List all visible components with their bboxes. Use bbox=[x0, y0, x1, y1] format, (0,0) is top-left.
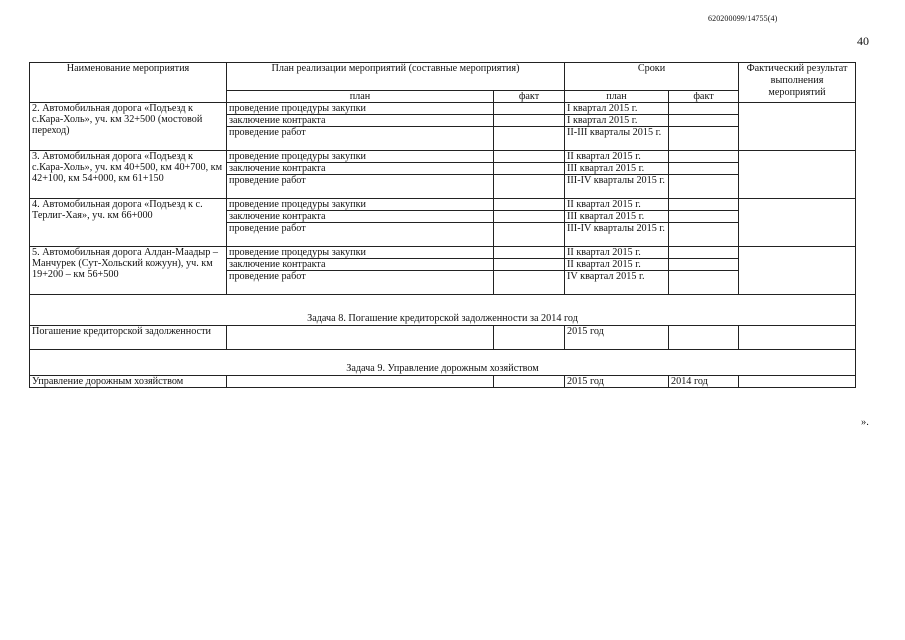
measure-name: Погашение кредиторской задолженности bbox=[30, 326, 227, 350]
plan-cell: проведение процедуры закупки bbox=[227, 103, 494, 115]
fact-cell bbox=[494, 103, 565, 115]
plan-cell: заключение контракта bbox=[227, 211, 494, 223]
term-fact-cell bbox=[669, 247, 739, 259]
table-row bbox=[30, 151, 856, 163]
fact-cell bbox=[494, 247, 565, 259]
plan-cell: проведение работ bbox=[227, 223, 494, 247]
document-number: 620200099/14755(4) bbox=[708, 14, 778, 23]
fact-cell bbox=[494, 151, 565, 163]
plan-cell: проведение работ bbox=[227, 271, 494, 295]
closing-quote-mark: ». bbox=[861, 417, 869, 428]
plan-cell bbox=[227, 376, 494, 388]
term-plan-cell: III-IV кварталы 2015 г. bbox=[565, 175, 669, 199]
fact-cell bbox=[494, 175, 565, 199]
term-fact-cell bbox=[669, 259, 739, 271]
plan-cell: заключение контракта bbox=[227, 259, 494, 271]
subheader-fact: факт bbox=[494, 91, 565, 103]
term-plan-cell: II квартал 2015 г. bbox=[565, 259, 669, 271]
term-fact-cell bbox=[669, 115, 739, 127]
subheader-plan: план bbox=[227, 91, 494, 103]
term-plan-cell: III квартал 2015 г. bbox=[565, 163, 669, 175]
term-plan-cell: II квартал 2015 г. bbox=[565, 247, 669, 259]
table-row bbox=[30, 199, 856, 211]
term-fact-cell bbox=[669, 151, 739, 163]
term-plan-cell: II квартал 2015 г. bbox=[565, 199, 669, 211]
fact-cell bbox=[494, 271, 565, 295]
fact-cell bbox=[494, 199, 565, 211]
result-cell bbox=[739, 376, 856, 388]
table-row bbox=[30, 326, 856, 350]
task-9-title: Задача 9. Управление дорожным хозяйством bbox=[30, 350, 856, 376]
term-fact-cell bbox=[669, 103, 739, 115]
result-cell bbox=[739, 103, 856, 151]
measure-name: 5. Автомобильная дорога Алдан-Маадыр – Манчурек (Сут-Хольский кожуун), уч. км 19+200 – км 56+500 bbox=[30, 247, 227, 295]
term-fact-cell bbox=[669, 175, 739, 199]
result-cell bbox=[739, 326, 856, 350]
term-fact-cell bbox=[669, 326, 739, 350]
plan-cell: проведение работ bbox=[227, 127, 494, 151]
header-plan-impl: План реализации мероприятий (составные мероприятия) bbox=[227, 63, 565, 91]
task-heading-row bbox=[30, 295, 856, 326]
term-fact-cell bbox=[669, 211, 739, 223]
fact-cell bbox=[494, 326, 565, 350]
subheader-term-plan: план bbox=[565, 91, 669, 103]
fact-cell bbox=[494, 376, 565, 388]
task-8-title: Задача 8. Погашение кредиторской задолженности за 2014 год bbox=[30, 295, 856, 326]
fact-cell bbox=[494, 127, 565, 151]
term-plan-cell: III-IV кварталы 2015 г. bbox=[565, 223, 669, 247]
result-cell bbox=[739, 199, 856, 247]
term-plan-cell: I квартал 2015 г. bbox=[565, 115, 669, 127]
task-heading-row bbox=[30, 350, 856, 376]
table-row bbox=[30, 376, 856, 388]
plan-cell: заключение контракта bbox=[227, 163, 494, 175]
fact-cell bbox=[494, 163, 565, 175]
term-plan-cell: 2015 год bbox=[565, 326, 669, 350]
term-plan-cell: II квартал 2015 г. bbox=[565, 151, 669, 163]
table-header-row bbox=[30, 63, 856, 91]
page-number: 40 bbox=[857, 34, 869, 48]
table-row bbox=[30, 103, 856, 115]
measure-name: 3. Автомобильная дорога «Подъезд к с.Кара-Холь», уч. км 40+500, км 40+700, км 42+100, км 54+000, км 61+150 bbox=[30, 151, 227, 199]
term-fact-cell bbox=[669, 127, 739, 151]
term-plan-cell: 2015 год bbox=[565, 376, 669, 388]
plan-cell: проведение процедуры закупки bbox=[227, 199, 494, 211]
header-name: Наименование мероприятия bbox=[30, 63, 227, 103]
subheader-term-fact: факт bbox=[669, 91, 739, 103]
header-result: Фактический результат выполнения мероприятий bbox=[739, 63, 856, 103]
fact-cell bbox=[494, 223, 565, 247]
term-fact-cell: 2014 год bbox=[669, 376, 739, 388]
measures-table bbox=[29, 62, 856, 388]
measure-name: 2. Автомобильная дорога «Подъезд к с.Кара-Холь», уч. км 32+500 (мостовой переход) bbox=[30, 103, 227, 151]
fact-cell bbox=[494, 259, 565, 271]
plan-cell: проведение процедуры закупки bbox=[227, 247, 494, 259]
term-plan-cell: II-III кварталы 2015 г. bbox=[565, 127, 669, 151]
result-cell bbox=[739, 151, 856, 199]
plan-cell: проведение процедуры закупки bbox=[227, 151, 494, 163]
term-fact-cell bbox=[669, 271, 739, 295]
term-plan-cell: I квартал 2015 г. bbox=[565, 103, 669, 115]
term-plan-cell: III квартал 2015 г. bbox=[565, 211, 669, 223]
fact-cell bbox=[494, 211, 565, 223]
plan-cell bbox=[227, 326, 494, 350]
term-fact-cell bbox=[669, 223, 739, 247]
fact-cell bbox=[494, 115, 565, 127]
measure-name: 4. Автомобильная дорога «Подъезд к с. Терлиг-Хая», уч. км 66+000 bbox=[30, 199, 227, 247]
table-row bbox=[30, 247, 856, 259]
measure-name: Управление дорожным хозяйством bbox=[30, 376, 227, 388]
term-fact-cell bbox=[669, 199, 739, 211]
result-cell bbox=[739, 247, 856, 295]
term-fact-cell bbox=[669, 163, 739, 175]
term-plan-cell: IV квартал 2015 г. bbox=[565, 271, 669, 295]
plan-cell: заключение контракта bbox=[227, 115, 494, 127]
plan-cell: проведение работ bbox=[227, 175, 494, 199]
header-terms: Сроки bbox=[565, 63, 739, 91]
